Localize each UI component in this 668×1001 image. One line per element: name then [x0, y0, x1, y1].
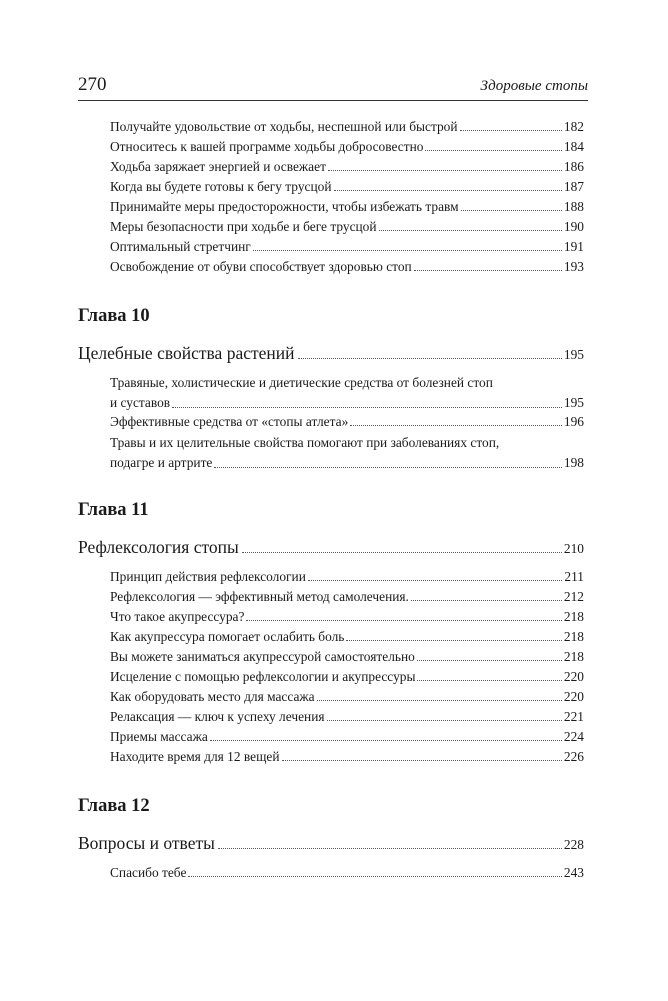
dot-leader: [253, 250, 562, 251]
toc-entry-title-line1: Травы и их целительные свойства помогают при заболеваниях стоп,: [110, 435, 500, 450]
toc-entry-title: Исцеление с помощью рефлексологии и акупрессуры: [110, 669, 416, 684]
toc-entry-title: Получайте удовольствие от ходьбы, неспешной или быстрой: [110, 119, 458, 134]
toc-entry[interactable]: [110, 628, 584, 645]
toc-entry[interactable]: [110, 688, 584, 705]
toc-entry-page: 221: [563, 709, 584, 724]
toc-entry[interactable]: [110, 748, 584, 765]
toc-entry[interactable]: [110, 373, 584, 413]
toc-entry-page: 224: [563, 729, 584, 744]
dot-leader: [460, 130, 562, 131]
toc-entry-page: 226: [563, 749, 584, 764]
toc-entry[interactable]: [110, 118, 584, 135]
toc-entry-title: Релаксация — ключ к успеху лечения: [110, 709, 325, 724]
toc-entry-title: Находите время для 12 вещей: [110, 749, 280, 764]
toc-entry-page: 220: [563, 689, 584, 704]
toc-entry-page: 187: [563, 179, 584, 194]
dot-leader: [218, 848, 562, 849]
toc-entry-title: Как оборудовать место для массажа: [110, 689, 315, 704]
toc-entry-page: 195: [563, 395, 584, 410]
toc-section[interactable]: [78, 342, 584, 364]
dot-leader: [350, 425, 562, 426]
toc-entry[interactable]: [110, 158, 584, 175]
dot-leader: [188, 876, 562, 877]
toc-entry-page: 190: [563, 219, 584, 234]
toc-entry[interactable]: [110, 138, 584, 155]
toc-entry-title: Относитесь к вашей программе ходьбы добросовестно: [110, 139, 424, 154]
toc-entry-page: 212: [563, 589, 584, 604]
toc-entry-title: Ходьба заряжает энергией и освежает: [110, 159, 326, 174]
chapter-heading: Глава 12: [78, 796, 150, 816]
toc-entry[interactable]: [110, 433, 584, 473]
toc-entry-page: 218: [563, 629, 584, 644]
book-title: Здоровые стопы: [480, 78, 588, 94]
dot-leader: [246, 620, 561, 621]
dot-leader: [327, 720, 562, 721]
toc-entry-title-line1: Травяные, холистические и диетические средства от болезней стоп: [110, 375, 493, 390]
toc-entry[interactable]: [110, 708, 584, 725]
toc-entry-page: 193: [563, 259, 584, 274]
toc-entry[interactable]: [110, 413, 584, 430]
dot-leader: [425, 150, 561, 151]
dot-leader: [379, 230, 562, 231]
dot-leader: [417, 680, 561, 681]
toc-entry-page: 218: [563, 649, 584, 664]
dot-leader: [172, 407, 562, 408]
toc-entry-title: Принимайте меры предосторожности, чтобы избежать травм: [110, 199, 459, 214]
running-head: [78, 74, 588, 101]
toc-entry-title: Оптимальный стретчинг: [110, 239, 251, 254]
toc-entry[interactable]: [110, 178, 584, 195]
toc-entry-title: Вы можете заниматься акупрессурой самостоятельно: [110, 649, 415, 664]
toc-section-title: Вопросы и ответы: [78, 833, 215, 853]
toc-section-page: 228: [563, 837, 584, 852]
toc-entry[interactable]: [110, 568, 584, 585]
toc-entry-title: Принцип действия рефлексологии: [110, 569, 306, 584]
toc-entry[interactable]: [110, 588, 584, 605]
toc-entry-page: 196: [563, 414, 584, 429]
toc-entry-line2: [110, 393, 584, 413]
toc-entry-title-line2: и суставов: [110, 395, 171, 410]
toc-entry[interactable]: [110, 864, 584, 881]
dot-leader: [214, 467, 562, 468]
toc-entry-title: Как акупрессура помогает ослабить боль: [110, 629, 345, 644]
toc-section-page: 195: [563, 347, 584, 362]
toc-entry-page: 191: [563, 239, 584, 254]
toc-entry-title: Приемы массажа: [110, 729, 208, 744]
toc-entry[interactable]: [110, 198, 584, 215]
dot-leader: [282, 760, 562, 761]
dot-leader: [308, 580, 563, 581]
toc-entry-page: 243: [563, 865, 584, 880]
toc-entry-title: Меры безопасности при ходьбе и беге трусцой: [110, 219, 377, 234]
toc-entry-page: 188: [563, 199, 584, 214]
toc-entry-title: Когда вы будете готовы к бегу трусцой: [110, 179, 332, 194]
toc-section-title: Рефлексология стопы: [78, 537, 239, 557]
dot-leader: [242, 552, 562, 553]
toc-entry[interactable]: [110, 218, 584, 235]
dot-leader: [411, 600, 562, 601]
toc-entry[interactable]: [110, 258, 584, 275]
chapter-heading: Глава 11: [78, 500, 149, 520]
toc-entry[interactable]: [110, 728, 584, 745]
toc-entry[interactable]: [110, 238, 584, 255]
dot-leader: [298, 358, 562, 359]
page-number: 270: [78, 74, 107, 95]
dot-leader: [210, 740, 562, 741]
toc-entry-page: 186: [563, 159, 584, 174]
toc-entry-page: 184: [563, 139, 584, 154]
toc-entry-title: Что такое акупрессура?: [110, 609, 245, 624]
toc-entry-page: 220: [563, 669, 584, 684]
toc-entry-page: 198: [563, 455, 584, 470]
toc-entry-line2: [110, 453, 584, 473]
toc-entry-title-line2: подагре и артрите: [110, 455, 213, 470]
toc-section[interactable]: [78, 832, 584, 854]
toc-entry[interactable]: [110, 648, 584, 665]
dot-leader: [346, 640, 562, 641]
toc-entry[interactable]: [110, 668, 584, 685]
toc-entry-title: Эффективные средства от «стопы атлета»: [110, 414, 349, 429]
chapter-heading: Глава 10: [78, 306, 150, 326]
dot-leader: [461, 210, 562, 211]
toc-entry-page: 218: [563, 609, 584, 624]
dot-leader: [328, 170, 562, 171]
toc-section-page: 210: [563, 541, 584, 556]
toc-entry-page: 211: [564, 569, 584, 584]
toc-section[interactable]: [78, 536, 584, 558]
dot-leader: [414, 270, 562, 271]
dot-leader: [417, 660, 562, 661]
toc-entry-title: Рефлексология — эффективный метод самолечения.: [110, 589, 409, 604]
dot-leader: [317, 700, 562, 701]
toc-section-title: Целебные свойства растений: [78, 343, 295, 363]
toc-entry-page: 182: [563, 119, 584, 134]
dot-leader: [334, 190, 562, 191]
toc-entry-title: Спасибо тебе: [110, 865, 187, 880]
toc-entry-title: Освобождение от обуви способствует здоровью стоп: [110, 259, 412, 274]
toc-entry[interactable]: [110, 608, 584, 625]
